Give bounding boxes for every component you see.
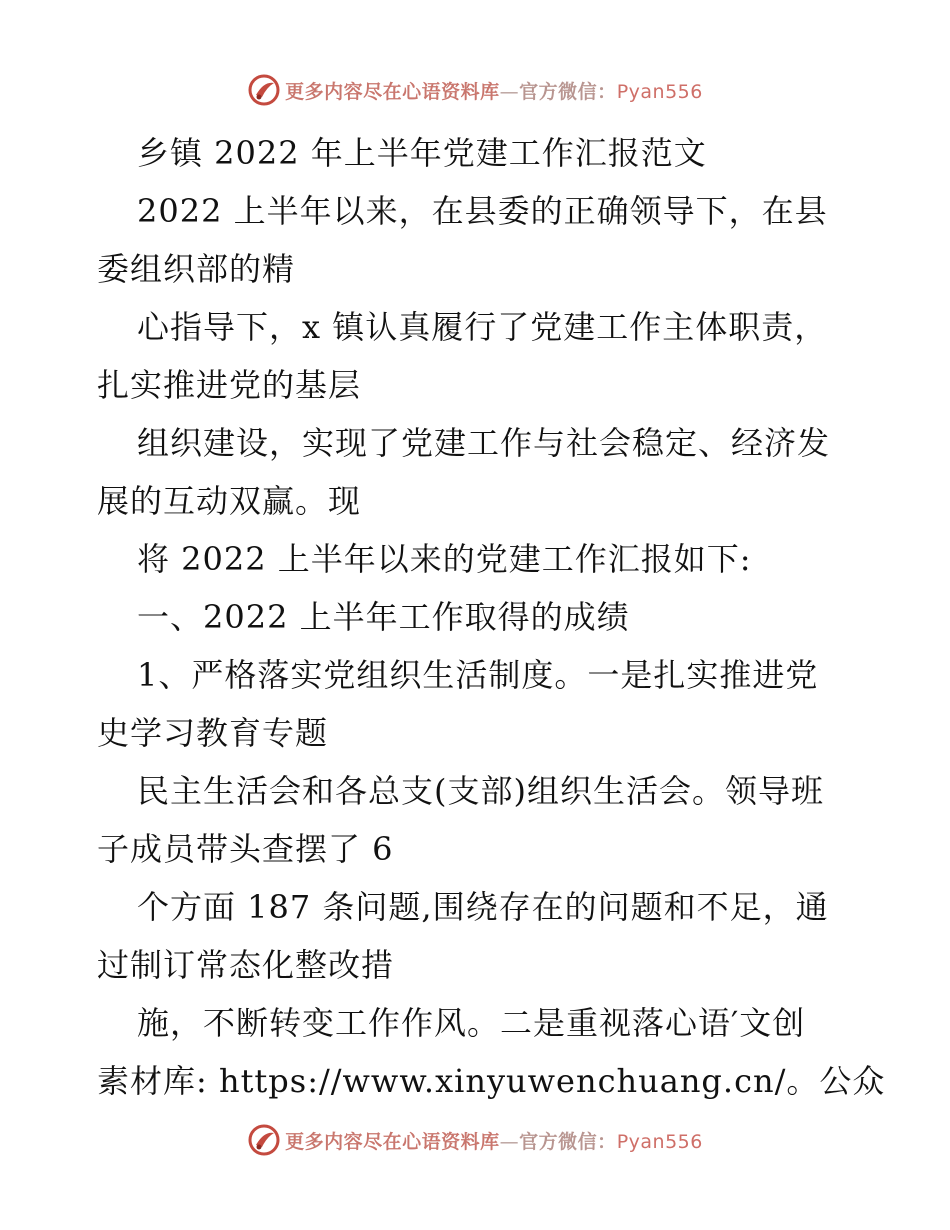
watermark-separator: — xyxy=(499,80,520,103)
document-line: 委组织部的精 xyxy=(97,250,296,288)
watermark-text xyxy=(285,77,703,104)
document-line: 过制订常态化整改措 xyxy=(97,946,395,984)
document-line: 子成员带头查摆了 6 xyxy=(97,830,394,868)
watermark-separator: — xyxy=(499,1130,520,1153)
watermark-footer xyxy=(0,1120,950,1160)
document-line: 一、2022 上半年工作取得的成绩 xyxy=(137,598,630,636)
document-line: 1、严格落实党组织生活制度。一是扎实推进党 xyxy=(137,656,819,694)
document-body xyxy=(97,124,886,1110)
document-line: 2022 上半年以来，在县委的正确领导下，在县 xyxy=(137,192,828,230)
document-line: 个方面 187 条问题,围绕存在的问题和不足，通 xyxy=(137,888,829,926)
red-brush-logo-icon xyxy=(247,1123,281,1157)
document-line: 心指导下，x 镇认真履行了党建工作主体职责， xyxy=(137,308,828,346)
document-line: 将 2022 上半年以来的党建工作汇报如下: xyxy=(137,540,752,578)
document-line: 组织建设，实现了党建工作与社会稳定、经济发 xyxy=(137,424,831,462)
watermark-wechat-id: Pyan556 xyxy=(616,1130,703,1153)
watermark-main-text: 更多内容尽在心语资料库 xyxy=(285,1130,500,1153)
watermark-text xyxy=(285,1127,703,1154)
document-line: 素材库: https://www.xinyuwenchuang.cn/。公众 xyxy=(97,1062,886,1100)
document-line: 民主生活会和各总支(支部)组织生活会。领导班 xyxy=(137,772,824,810)
watermark-header xyxy=(0,70,950,110)
document-line: 展的互动双赢。现 xyxy=(97,482,362,520)
watermark-wechat-label: 官方微信： xyxy=(519,80,617,103)
document-title: 乡镇 2022 年上半年党建工作汇报范文 xyxy=(137,134,707,172)
watermark-wechat-id: Pyan556 xyxy=(616,80,703,103)
red-brush-logo-icon xyxy=(247,73,281,107)
document-line: 施，不断转变工作作风。二是重视落心语′文创 xyxy=(137,1004,806,1042)
document-line: 扎实推进党的基层 xyxy=(97,366,362,404)
watermark-main-text: 更多内容尽在心语资料库 xyxy=(285,80,500,103)
document-line: 史学习教育专题 xyxy=(97,714,329,752)
watermark-wechat-label: 官方微信： xyxy=(519,1130,617,1153)
